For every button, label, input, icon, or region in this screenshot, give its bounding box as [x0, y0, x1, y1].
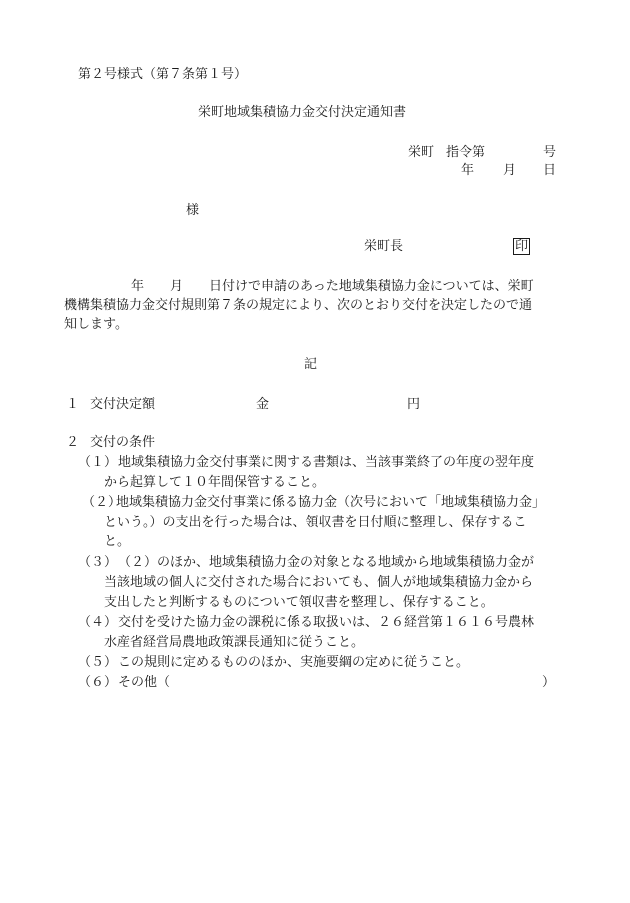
condition-2-number: （２）	[82, 495, 122, 510]
item-1-yen: 円	[407, 397, 421, 412]
date-month: 月	[503, 163, 517, 178]
seal-mark	[513, 238, 530, 255]
condition-4-line-2: 水産省経営局農地政策課長通知に従うこと。	[104, 635, 365, 650]
seal-text: 印	[515, 239, 529, 254]
condition-4-number: （４）	[78, 615, 118, 630]
condition-5-number: （５）	[78, 655, 118, 670]
condition-5-line-1: この規則に定めるもののほか、実施要綱の定めに従うこと。	[118, 655, 470, 670]
condition-3-line-2: 当該地域の個人に交付された場合においても、個人が地域集積協力金から	[104, 575, 534, 590]
item-2-number: ２	[66, 435, 80, 450]
directive-number-suffix: 号	[543, 145, 557, 160]
condition-1-line-1: 地域集積協力金交付事業に関する書類は、当該事業終了の年度の翌年度	[118, 455, 535, 470]
condition-3-line-1: （２）のほか、地域集積協力金の対象となる地域から地域集積協力金が	[118, 555, 535, 570]
item-1-kin: 金	[256, 397, 270, 412]
condition-3-number: （３）	[78, 555, 118, 570]
form-number: 第２号様式（第７条第１号）	[78, 67, 248, 82]
ki-heading: 記	[304, 357, 318, 372]
condition-3-line-3: 支出したと判断するものについて領収書を整理し、保存すること。	[104, 595, 494, 610]
item-2-label: 交付の条件	[90, 435, 156, 450]
body-line-1: 年 月 日付けで申請のあった地域集積協力金については、栄町	[131, 279, 534, 294]
condition-6-number: （６）	[78, 675, 118, 690]
condition-2-line-1: 地域集積協力金交付事業に係る協力金（次号において「地域集積協力金」	[116, 495, 546, 510]
condition-6-line-1: その他（	[118, 675, 171, 690]
body-line-3: 知します。	[64, 317, 128, 332]
date-day: 日	[543, 163, 557, 178]
condition-4-line-1: 交付を受けた協力金の課税に係る取扱いは、２６経営第１６１６号農林	[118, 615, 535, 630]
issuer-title: 栄町長	[364, 239, 404, 254]
document-title: 栄町地域集積協力金交付決定通知書	[198, 105, 407, 120]
issuer-office: 栄町	[408, 145, 435, 160]
condition-2-line-3: と。	[104, 534, 131, 549]
body-line-2: 機構集積協力金交付規則第７条の規定により、次のとおり交付を決定したので通	[64, 298, 533, 313]
directive-label: 指令第	[446, 145, 486, 160]
condition-2-line-2: という。）の支出を行った場合は、領収書を日付順に整理し、保存するこ	[104, 515, 527, 530]
item-1-label: 交付決定額	[90, 397, 156, 412]
condition-1-number: （１）	[78, 455, 118, 470]
date-year: 年	[461, 163, 475, 178]
condition-1-line-2: から起算して１０年間保管すること。	[104, 475, 326, 490]
condition-6-close-paren: ）	[542, 675, 556, 690]
item-1-number: １	[66, 397, 80, 412]
addressee-suffix: 様	[186, 203, 200, 218]
